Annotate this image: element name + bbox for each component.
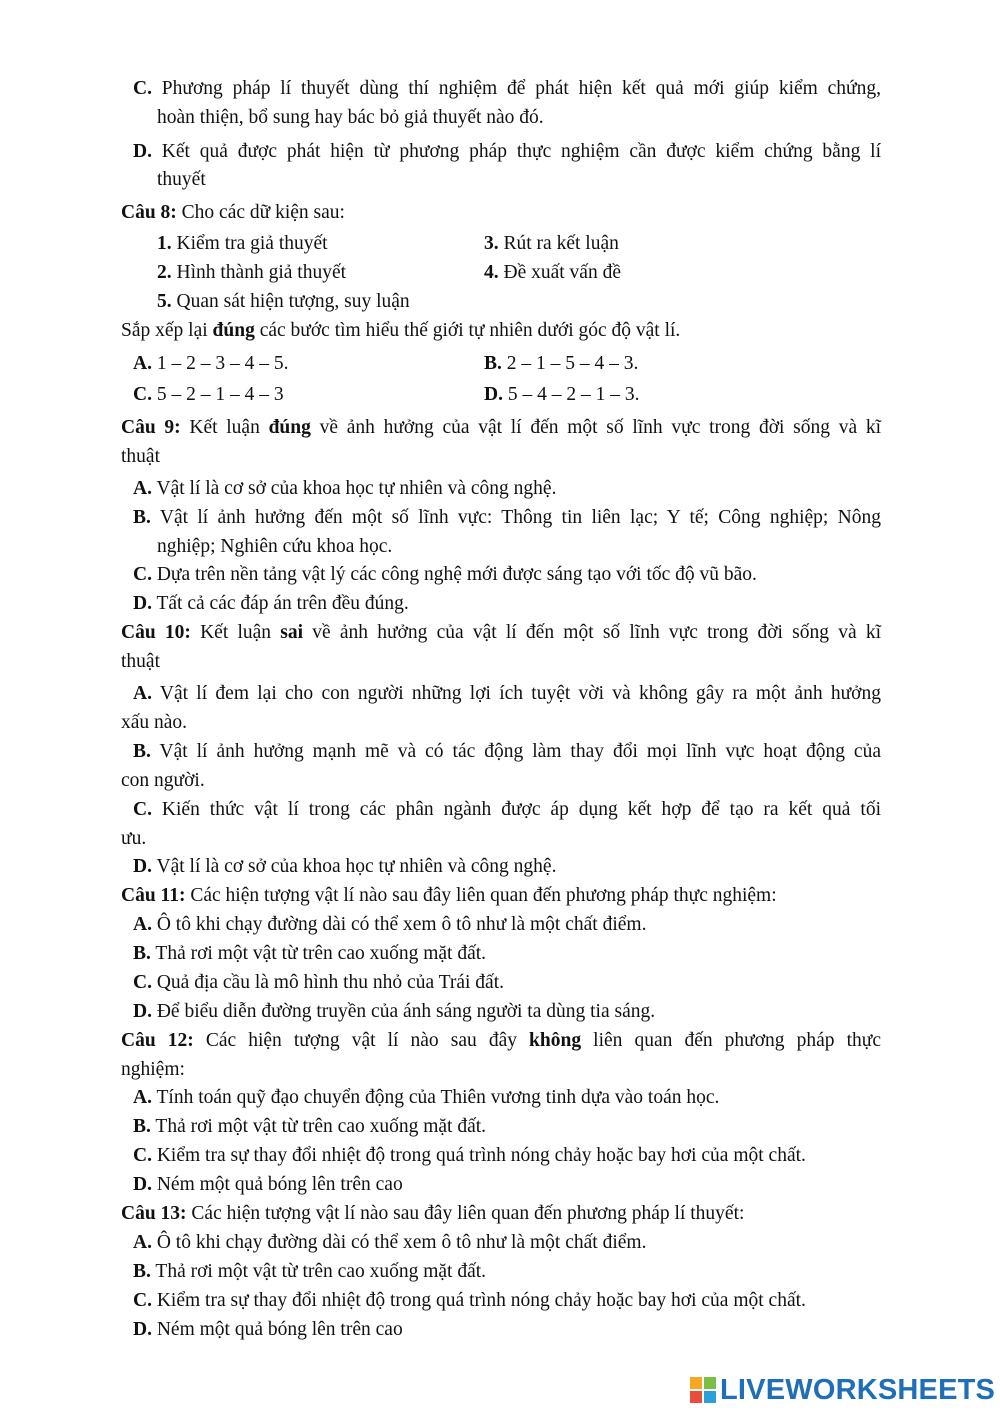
item-text-continued: về ảnh hưởng của vật lí đến một số lĩnh vực trong đời sống và kĩ — [303, 622, 882, 643]
text-line — [133, 352, 288, 376]
item-label: C. — [133, 1290, 152, 1311]
item-label: B. — [133, 507, 151, 528]
item-text: Phương pháp lí thuyết dùng thí nghiệm để phát hiện kết quả mới giúp kiểm chứng, — [151, 78, 881, 99]
text-line — [133, 1000, 655, 1024]
liveworksheets-wordmark: LIVEWORKSHEETS — [720, 1373, 996, 1406]
item-text: 5 – 4 – 2 – 1 – 3. — [502, 384, 640, 405]
item-label: B. — [133, 1261, 151, 1282]
item-label: A. — [133, 478, 152, 499]
text-line — [133, 477, 556, 501]
item-label: D. — [484, 384, 503, 405]
item-text-continued: về ảnh hưởng của vật lí đến một số lĩnh vực trong đời sống và kĩ — [310, 417, 882, 438]
item-label: C. — [133, 564, 152, 585]
item-text-continued: liên quan đến phương pháp thực — [581, 1030, 881, 1051]
item-text: Dựa trên nền tảng vật lý các công nghệ mới được sáng tạo với tốc độ vũ bão. — [151, 564, 757, 585]
text-line — [133, 971, 504, 995]
text-line — [121, 319, 680, 343]
text-line — [484, 261, 621, 285]
item-label: D. — [133, 593, 152, 614]
item-text: Vật lí đem lại cho con người những lợi ích tuyệt vời và không gây ra một ảnh hưởng — [151, 683, 881, 704]
item-text: Tính toán quỹ đạo chuyển động của Thiên vương tinh dựa vào toán học. — [151, 1087, 720, 1108]
item-label: A. — [133, 1087, 152, 1108]
item-label: Câu 13: — [121, 1203, 187, 1224]
item-label: B. — [133, 741, 151, 762]
item-text: Sắp xếp lại — [121, 320, 213, 341]
item-label: D. — [133, 1174, 152, 1195]
text-line — [121, 769, 205, 793]
item-text: thuật — [121, 446, 160, 467]
item-text: hoàn thiện, bổ sung hay bác bỏ giả thuyết nào đó. — [157, 107, 544, 128]
item-text: Vật lí ảnh hưởng đến một số lĩnh vực: Thông tin liên lạc; Y tế; Công nghiệp; Nông — [150, 507, 881, 528]
text-line — [121, 621, 881, 645]
text-line — [133, 140, 881, 164]
item-label: 1. — [157, 233, 172, 254]
item-label: D. — [133, 1319, 152, 1340]
item-label: D. — [133, 856, 152, 877]
text-line — [133, 740, 881, 764]
item-text: Các hiện tượng vật lí nào sau đây liên quan đến phương pháp thực nghiệm: — [185, 885, 777, 906]
item-text: Các hiện tượng vật lí nào sau đây — [193, 1030, 530, 1051]
item-text: nghiệp; Nghiên cứu khoa học. — [157, 536, 393, 557]
item-text: Kết luận — [190, 622, 281, 643]
item-label: Câu 10: — [121, 622, 191, 643]
text-line — [157, 261, 346, 285]
item-label: A. — [133, 1232, 152, 1253]
item-label: 5. — [157, 291, 172, 312]
text-line — [484, 383, 639, 407]
item-text: 2 – 1 – 5 – 4 – 3. — [501, 353, 639, 374]
item-text: Kết luận — [180, 417, 269, 438]
item-label: 2. — [157, 262, 172, 283]
text-line — [133, 1289, 806, 1313]
liveworksheets-logo-icon — [690, 1377, 716, 1403]
text-line — [157, 232, 328, 256]
text-line — [484, 232, 619, 256]
item-label: 4. — [484, 262, 499, 283]
item-text: Kiểm tra sự thay đổi nhiệt độ trong quá trình nóng chảy hoặc bay hơi của một chất. — [151, 1145, 806, 1166]
item-text: Rút ra kết luận — [498, 233, 619, 254]
item-label: Câu 9: — [121, 417, 181, 438]
item-text: ưu. — [121, 828, 147, 849]
text-line — [133, 1115, 486, 1139]
item-text: Tất cả các đáp án trên đều đúng. — [151, 593, 409, 614]
item-label: C. — [133, 1145, 152, 1166]
item-text: Quan sát hiện tượng, suy luận — [171, 291, 410, 312]
item-label: D. — [133, 141, 152, 162]
item-text: nghiệm: — [121, 1059, 185, 1080]
text-line — [133, 1260, 486, 1284]
text-line — [133, 77, 881, 101]
item-label: Câu 8: — [121, 202, 177, 223]
item-text: Thả rơi một vật từ trên cao xuống mặt đất. — [150, 943, 487, 964]
text-line — [133, 506, 881, 530]
text-line — [133, 913, 646, 937]
text-line — [157, 106, 544, 130]
item-text: Hình thành giả thuyết — [171, 262, 347, 283]
text-line — [121, 1202, 744, 1226]
text-line — [133, 1086, 719, 1110]
text-line — [133, 1231, 646, 1255]
item-text: xấu nào. — [121, 712, 188, 733]
text-line — [157, 535, 392, 559]
item-label: C. — [133, 384, 152, 405]
item-text: Thả rơi một vật từ trên cao xuống mặt đất. — [150, 1116, 487, 1137]
item-text: Ném một quả bóng lên trên cao — [151, 1319, 403, 1340]
emphasis-text: đúng — [268, 417, 311, 438]
item-label: A. — [133, 914, 152, 935]
item-label: 3. — [484, 233, 499, 254]
item-label: C. — [133, 972, 152, 993]
text-line — [121, 1029, 881, 1053]
item-label: A. — [133, 353, 152, 374]
item-text: Ô tô khi chạy đường dài có thể xem ô tô như là một chất điểm. — [151, 1232, 647, 1253]
item-text: Cho các dữ kiện sau: — [176, 202, 345, 223]
item-text: Kiểm tra sự thay đổi nhiệt độ trong quá trình nóng chảy hoặc bay hơi của một chất. — [151, 1290, 806, 1311]
item-text: 1 – 2 – 3 – 4 – 5. — [151, 353, 289, 374]
text-line — [133, 383, 284, 407]
text-line — [133, 798, 881, 822]
item-label: Câu 12: — [121, 1030, 194, 1051]
item-text: Để biểu diễn đường truyền của ánh sáng người ta dùng tia sáng. — [151, 1001, 656, 1022]
item-text: Quả địa cầu là mô hình thu nhỏ của Trái đất. — [151, 972, 504, 993]
text-line — [133, 855, 556, 879]
text-line — [133, 1318, 403, 1342]
liveworksheets-logo — [690, 1374, 995, 1406]
item-text: Các hiện tượng vật lí nào sau đây liên quan đến phương pháp lí thuyết: — [186, 1203, 745, 1224]
text-line — [484, 352, 638, 376]
text-line — [157, 290, 410, 314]
text-line — [121, 201, 345, 225]
item-text: thuyết — [157, 169, 206, 190]
item-label: Câu 11: — [121, 885, 186, 906]
item-label: C. — [133, 799, 152, 820]
text-line — [121, 884, 777, 908]
text-line — [133, 1144, 806, 1168]
item-label: B. — [133, 943, 151, 964]
item-text: Ô tô khi chạy đường dài có thể xem ô tô như là một chất điểm. — [151, 914, 647, 935]
emphasis-text: không — [529, 1030, 582, 1051]
text-line — [133, 942, 486, 966]
text-line — [121, 445, 160, 469]
emphasis-text: đúng — [212, 320, 255, 341]
text-line — [133, 1173, 403, 1197]
item-text: Vật lí là cơ sở của khoa học tự nhiên và công nghệ. — [151, 856, 557, 877]
item-text: Vật lí là cơ sở của khoa học tự nhiên và công nghệ. — [151, 478, 557, 499]
text-line — [121, 827, 146, 851]
item-text: Thả rơi một vật từ trên cao xuống mặt đất. — [150, 1261, 487, 1282]
text-line — [157, 168, 206, 192]
item-text: con người. — [121, 770, 205, 791]
item-text: Vật lí ảnh hưởng mạnh mẽ và có tác động làm thay đổi mọi lĩnh vực hoạt động của — [150, 741, 881, 762]
emphasis-text: sai — [280, 622, 304, 643]
text-line — [121, 711, 187, 735]
item-text: Kết quả được phát hiện từ phương pháp thực nghiệm cần được kiểm chứng bằng lí — [151, 141, 881, 162]
text-line — [133, 592, 409, 616]
item-text: Ném một quả bóng lên trên cao — [151, 1174, 403, 1195]
item-text-continued: các bước tìm hiểu thế giới tự nhiên dưới góc độ vật lí. — [254, 320, 681, 341]
text-line — [133, 563, 757, 587]
item-text: Đề xuất vấn đề — [498, 262, 621, 283]
text-line — [133, 682, 881, 706]
item-label: D. — [133, 1001, 152, 1022]
item-label: B. — [133, 1116, 151, 1137]
item-label: A. — [133, 683, 152, 704]
item-text: 5 – 2 – 1 – 4 – 3 — [151, 384, 284, 405]
text-line — [121, 650, 160, 674]
item-text: Kiến thức vật lí trong các phân ngành được áp dụng kết hợp để tạo ra kết quả tối — [151, 799, 881, 820]
text-line — [121, 416, 881, 440]
item-text: thuật — [121, 651, 160, 672]
text-line — [121, 1058, 185, 1082]
item-label: C. — [133, 78, 152, 99]
item-text: Kiểm tra giả thuyết — [171, 233, 328, 254]
item-label: B. — [484, 353, 502, 374]
